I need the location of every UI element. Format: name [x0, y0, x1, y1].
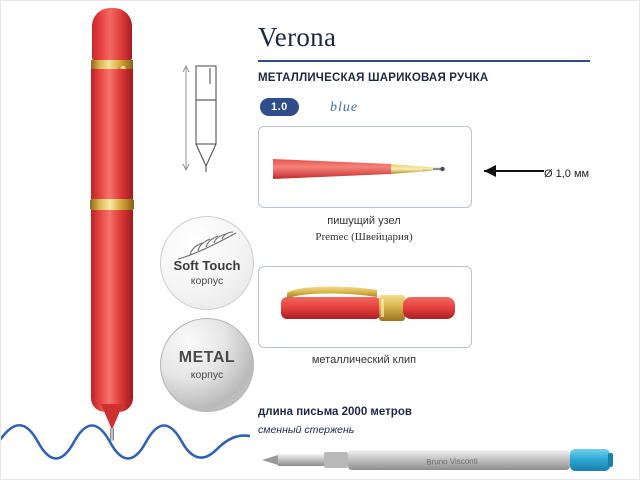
- arrow-left-icon: [466, 160, 546, 182]
- pen-tip-closeup-icon: [273, 149, 459, 189]
- badge-soft-touch-title: Soft Touch: [173, 257, 241, 273]
- wheat-ear-icon: [174, 229, 240, 263]
- svg-text:Bruno Visconti: Bruno Visconti: [426, 456, 478, 467]
- ink-squiggle-icon: [0, 412, 250, 472]
- tip-diameter-label: Ø 1,0 мм: [544, 168, 590, 180]
- page-title: Verona: [258, 22, 337, 52]
- badge-soft-touch: [160, 216, 254, 310]
- info-panel: [254, 0, 640, 480]
- pen-clip-closeup-icon: [273, 277, 459, 339]
- refill-illustration: [256, 440, 636, 474]
- pen-barrel-upper: [91, 69, 133, 199]
- writing-tip-caption-line1: пишущий узел: [327, 215, 401, 227]
- writing-tip-caption: [258, 214, 470, 246]
- callout-card-clip: [258, 266, 472, 348]
- writing-tip-caption-line2: Premec (Швейцария): [315, 230, 413, 243]
- pen-sketch-icon: [176, 62, 236, 182]
- badge-metal-sub: корпус: [190, 368, 224, 381]
- pen-cap: [92, 8, 132, 60]
- badge-metal: [160, 318, 254, 412]
- pen-barrel-lower: [91, 210, 133, 412]
- write-length-label: длина письма 2000 метров: [258, 406, 412, 418]
- clip-caption: металлический клип: [311, 354, 417, 366]
- badge-metal-title: METAL: [178, 349, 236, 367]
- pen-large-illustration: [92, 8, 132, 428]
- product-subtitle: МЕТАЛЛИЧЕСКАЯ ШАРИКОВАЯ РУЧКА: [258, 72, 489, 84]
- tip-size-badge: 1.0: [260, 98, 299, 116]
- ink-color-label: blue: [330, 100, 359, 115]
- refill-label: сменный стержень: [258, 424, 355, 436]
- pen-illustration-column: [0, 0, 170, 480]
- callout-card-writing-tip: [258, 126, 472, 208]
- badge-soft-touch-sub: корпус: [190, 275, 224, 288]
- pen-center-trim-ring: [90, 199, 134, 210]
- title-divider: [258, 60, 590, 62]
